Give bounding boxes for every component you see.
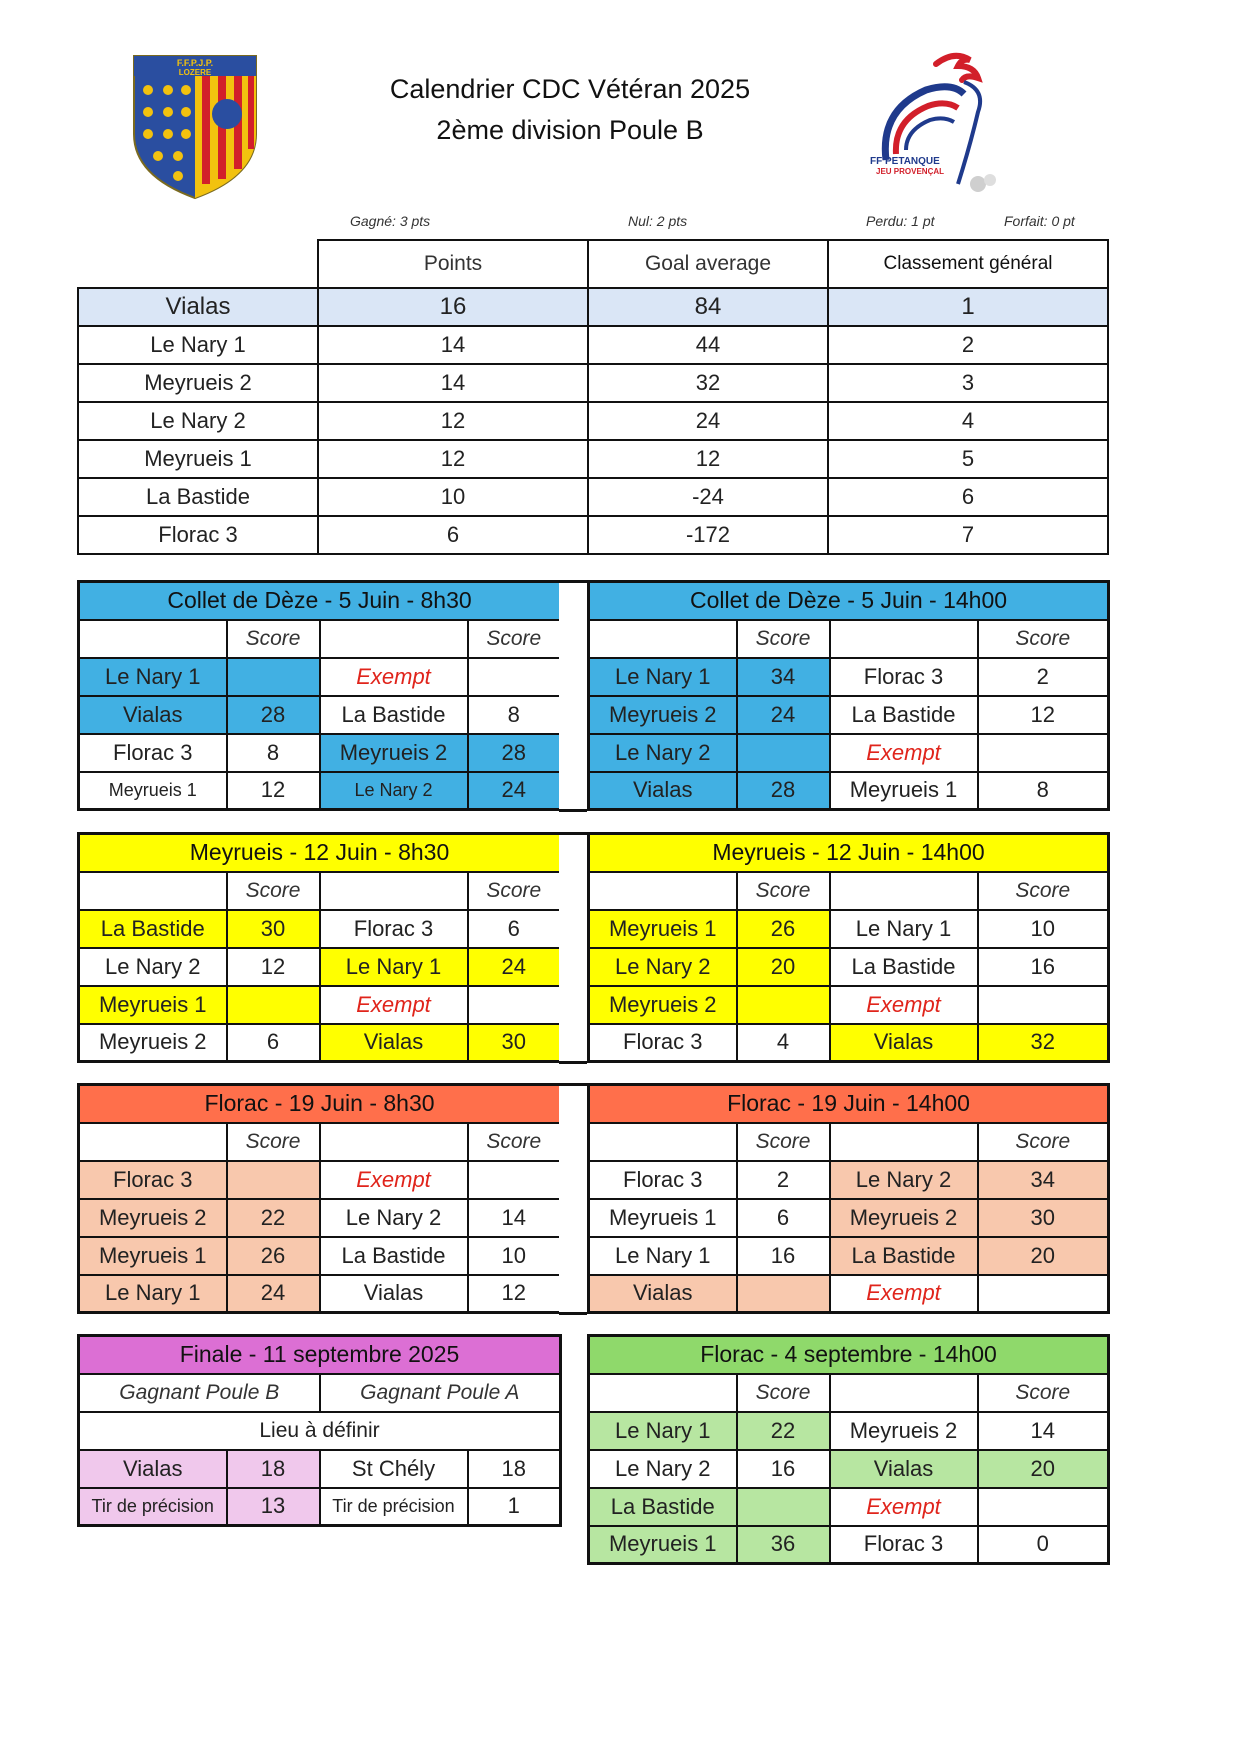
away-team: Vialas <box>320 1024 468 1062</box>
ranking-header: Classement général <box>828 240 1108 288</box>
final-tir-label-a: Tir de précision <box>320 1488 468 1526</box>
home-score <box>227 1161 320 1199</box>
away-team: La Bastide <box>830 948 978 986</box>
home-team: Vialas <box>79 696 227 734</box>
match-row <box>589 1526 1109 1564</box>
standings-points: 14 <box>318 364 588 402</box>
home-team: Le Nary 1 <box>589 658 737 696</box>
standings-goal-average: -172 <box>588 516 828 554</box>
away-team: Le Nary 2 <box>320 1199 468 1237</box>
match-row <box>589 658 1109 696</box>
away-score: 10 <box>978 910 1109 948</box>
home-score: 22 <box>737 1412 830 1450</box>
match-row <box>79 734 561 772</box>
round-title: Meyrueis - 12 Juin - 14h00 <box>589 834 1109 872</box>
exempt-label: Exempt <box>830 986 978 1024</box>
home-team: Florac 3 <box>79 1161 227 1199</box>
header-blank <box>79 620 227 658</box>
home-team: Meyrueis 2 <box>79 1199 227 1237</box>
header-blank <box>320 1123 468 1161</box>
final-team-b: Vialas <box>79 1450 227 1488</box>
standings-goal-average: 44 <box>588 326 828 364</box>
away-score <box>468 986 561 1024</box>
exempt-label: Exempt <box>830 1275 978 1313</box>
home-score <box>737 734 830 772</box>
standings-goal-average: 12 <box>588 440 828 478</box>
score-header: Score <box>227 872 320 910</box>
standings-points: 16 <box>318 288 588 326</box>
final-table <box>77 1334 562 1527</box>
score-header: Score <box>468 872 561 910</box>
away-score: 32 <box>978 1024 1109 1062</box>
round-title: Florac - 19 Juin - 14h00 <box>589 1085 1109 1123</box>
exempt-label: Exempt <box>320 1161 468 1199</box>
match-row <box>79 1161 561 1199</box>
away-score: 12 <box>978 696 1109 734</box>
home-team: Meyrueis 2 <box>79 1024 227 1062</box>
match-row <box>589 734 1109 772</box>
home-score: 36 <box>737 1526 830 1564</box>
header-blank <box>589 872 737 910</box>
standings-goal-average: 24 <box>588 402 828 440</box>
away-team: La Bastide <box>830 696 978 734</box>
table-gap <box>559 1083 587 1315</box>
home-score: 16 <box>737 1450 830 1488</box>
match-row <box>589 1161 1109 1199</box>
round-table-meyrueis-14h00 <box>587 832 1110 1063</box>
away-team: Florac 3 <box>320 910 468 948</box>
match-row <box>79 772 561 810</box>
home-team: Vialas <box>589 772 737 810</box>
svg-text:F.F.P.J.P.: F.F.P.J.P. <box>176 58 214 68</box>
match-row <box>589 1024 1109 1062</box>
final-tir-score-b: 13 <box>227 1488 320 1526</box>
match-row <box>79 1199 561 1237</box>
round-title: Collet de Dèze - 5 Juin - 14h00 <box>589 582 1109 620</box>
away-team: Meyrueis 2 <box>320 734 468 772</box>
home-score <box>737 986 830 1024</box>
standings-rank: 7 <box>828 516 1108 554</box>
standings-team: Florac 3 <box>78 516 318 554</box>
standings-goal-average: -24 <box>588 478 828 516</box>
exempt-label: Exempt <box>320 658 468 696</box>
round-title: Florac - 4 septembre - 14h00 <box>589 1336 1109 1374</box>
standings-row <box>78 478 1108 516</box>
standings-goal-average: 32 <box>588 364 828 402</box>
home-team: Le Nary 2 <box>589 734 737 772</box>
away-score <box>468 1161 561 1199</box>
score-header: Score <box>737 620 830 658</box>
header-blank <box>830 620 978 658</box>
legend-win: Gagné: 3 pts <box>350 213 431 229</box>
match-row <box>79 1275 561 1313</box>
away-score: 6 <box>468 910 561 948</box>
standings-row <box>78 402 1108 440</box>
header-blank <box>79 872 227 910</box>
away-team: Le Nary 2 <box>320 772 468 810</box>
home-team: Meyrueis 1 <box>589 910 737 948</box>
away-score: 24 <box>468 772 561 810</box>
round-title: Meyrueis - 12 Juin - 8h30 <box>79 834 561 872</box>
home-team: Le Nary 2 <box>589 948 737 986</box>
match-row <box>79 696 561 734</box>
exempt-label: Exempt <box>830 1488 978 1526</box>
home-score <box>737 1488 830 1526</box>
match-row <box>79 1237 561 1275</box>
away-score: 8 <box>468 696 561 734</box>
match-row <box>79 910 561 948</box>
standings-rank: 6 <box>828 478 1108 516</box>
match-row <box>589 1488 1109 1526</box>
header-blank <box>830 872 978 910</box>
round-title: Collet de Dèze - 5 Juin - 8h30 <box>79 582 561 620</box>
home-team: Meyrueis 2 <box>589 696 737 734</box>
away-score <box>468 658 561 696</box>
home-team: Meyrueis 1 <box>79 1237 227 1275</box>
standings-table <box>77 239 1109 555</box>
away-score: 20 <box>978 1237 1109 1275</box>
match-row <box>589 1199 1109 1237</box>
away-score: 28 <box>468 734 561 772</box>
away-score: 24 <box>468 948 561 986</box>
table-gap <box>559 832 587 1064</box>
goal-average-header: Goal average <box>588 240 828 288</box>
score-header: Score <box>978 620 1109 658</box>
match-row <box>589 910 1109 948</box>
away-team: La Bastide <box>830 1237 978 1275</box>
standings-row <box>78 440 1108 478</box>
final-score-a: 18 <box>468 1450 561 1488</box>
standings-row <box>78 288 1108 326</box>
standings-team: Meyrueis 2 <box>78 364 318 402</box>
standings-goal-average: 84 <box>588 288 828 326</box>
standings-team: La Bastide <box>78 478 318 516</box>
away-team: Vialas <box>320 1275 468 1313</box>
score-header: Score <box>468 1123 561 1161</box>
header-blank <box>830 1374 978 1412</box>
home-score: 4 <box>737 1024 830 1062</box>
home-team: Florac 3 <box>589 1024 737 1062</box>
svg-text:FF PETANQUE: FF PETANQUE <box>870 156 940 167</box>
standings-points: 10 <box>318 478 588 516</box>
standings-points: 12 <box>318 440 588 478</box>
away-team: Florac 3 <box>830 658 978 696</box>
standings-rank: 1 <box>828 288 1108 326</box>
legend-loss: Perdu: 1 pt <box>866 213 935 229</box>
home-team: Meyrueis 1 <box>79 986 227 1024</box>
home-score: 6 <box>227 1024 320 1062</box>
round-table-florac-septembre <box>587 1334 1110 1565</box>
score-header: Score <box>737 1123 830 1161</box>
header-blank <box>589 1123 737 1161</box>
standings-team: Vialas <box>78 288 318 326</box>
score-header: Score <box>227 620 320 658</box>
score-header: Score <box>227 1123 320 1161</box>
home-score: 6 <box>737 1199 830 1237</box>
home-score: 22 <box>227 1199 320 1237</box>
home-score <box>227 658 320 696</box>
away-team: Le Nary 1 <box>320 948 468 986</box>
standings-rank: 2 <box>828 326 1108 364</box>
final-score-b: 18 <box>227 1450 320 1488</box>
svg-text:JEU PROVENÇAL: JEU PROVENÇAL <box>876 167 945 176</box>
exempt-label: Exempt <box>830 734 978 772</box>
match-row <box>79 948 561 986</box>
header-blank <box>830 1123 978 1161</box>
standings-corner <box>78 240 318 288</box>
home-team: Le Nary 1 <box>79 1275 227 1313</box>
away-score <box>978 1275 1109 1313</box>
header-blank <box>589 620 737 658</box>
away-score: 30 <box>468 1024 561 1062</box>
home-score: 16 <box>737 1237 830 1275</box>
home-score: 26 <box>227 1237 320 1275</box>
home-team: Le Nary 1 <box>79 658 227 696</box>
table-gap <box>559 580 587 812</box>
home-score: 28 <box>737 772 830 810</box>
standings-rank: 3 <box>828 364 1108 402</box>
home-team: Florac 3 <box>79 734 227 772</box>
standings-team: Le Nary 1 <box>78 326 318 364</box>
away-team: Le Nary 1 <box>830 910 978 948</box>
home-team: La Bastide <box>79 910 227 948</box>
away-team: Meyrueis 2 <box>830 1412 978 1450</box>
home-score: 20 <box>737 948 830 986</box>
round-title: Florac - 19 Juin - 8h30 <box>79 1085 561 1123</box>
home-team: Le Nary 1 <box>589 1237 737 1275</box>
home-score: 8 <box>227 734 320 772</box>
header-blank <box>320 872 468 910</box>
page-subtitle: 2ème division Poule B <box>436 115 704 145</box>
standings-row <box>78 364 1108 402</box>
score-header: Score <box>737 872 830 910</box>
away-score: 34 <box>978 1161 1109 1199</box>
away-team: Vialas <box>830 1024 978 1062</box>
home-score <box>227 986 320 1024</box>
match-row <box>79 1024 561 1062</box>
match-row <box>589 1275 1109 1313</box>
final-title: Finale - 11 septembre 2025 <box>79 1336 561 1374</box>
away-team: Meyrueis 2 <box>830 1199 978 1237</box>
standings-points: 12 <box>318 402 588 440</box>
ff-petanque-rooster-logo <box>866 50 1016 196</box>
home-team: La Bastide <box>589 1488 737 1526</box>
standings-team: Le Nary 2 <box>78 402 318 440</box>
lozere-shield-logo <box>132 54 258 200</box>
home-score: 24 <box>737 696 830 734</box>
round-table-collet-14h00 <box>587 580 1110 811</box>
round-table-florac-8h30 <box>77 1083 562 1314</box>
standings-rank: 4 <box>828 402 1108 440</box>
away-team: La Bastide <box>320 696 468 734</box>
standings-points: 6 <box>318 516 588 554</box>
header-blank <box>79 1123 227 1161</box>
standings-rank: 5 <box>828 440 1108 478</box>
match-row <box>589 986 1109 1024</box>
standings-points: 14 <box>318 326 588 364</box>
final-team-a: St Chély <box>320 1450 468 1488</box>
away-team: Vialas <box>830 1450 978 1488</box>
round-table-florac-14h00 <box>587 1083 1110 1314</box>
away-score <box>978 1488 1109 1526</box>
standings-header-row <box>78 240 1108 288</box>
home-score: 30 <box>227 910 320 948</box>
home-score: 2 <box>737 1161 830 1199</box>
final-tir-label-b: Tir de précision <box>79 1488 227 1526</box>
away-team: La Bastide <box>320 1237 468 1275</box>
away-score: 16 <box>978 948 1109 986</box>
away-score: 14 <box>978 1412 1109 1450</box>
away-score: 8 <box>978 772 1109 810</box>
score-header: Score <box>737 1374 830 1412</box>
standings-team: Meyrueis 1 <box>78 440 318 478</box>
svg-text:LOZERE: LOZERE <box>178 68 212 77</box>
score-header: Score <box>978 1374 1109 1412</box>
match-row <box>589 696 1109 734</box>
points-header: Points <box>318 240 588 288</box>
away-score: 2 <box>978 658 1109 696</box>
home-team: Meyrueis 2 <box>589 986 737 1024</box>
away-team: Le Nary 2 <box>830 1161 978 1199</box>
final-winner-b-label: Gagnant Poule B <box>79 1374 320 1412</box>
match-row <box>589 1450 1109 1488</box>
standings-row <box>78 516 1108 554</box>
away-score: 20 <box>978 1450 1109 1488</box>
home-score: 28 <box>227 696 320 734</box>
score-header: Score <box>978 872 1109 910</box>
home-score <box>737 1275 830 1313</box>
legend-draw: Nul: 2 pts <box>628 213 688 229</box>
away-score: 14 <box>468 1199 561 1237</box>
away-team: Florac 3 <box>830 1526 978 1564</box>
score-header: Score <box>978 1123 1109 1161</box>
page-title: Calendrier CDC Vétéran 2025 <box>389 74 751 104</box>
home-team: Meyrueis 1 <box>589 1526 737 1564</box>
home-team: Meyrueis 1 <box>79 772 227 810</box>
home-team: Le Nary 1 <box>589 1412 737 1450</box>
home-score: 12 <box>227 948 320 986</box>
round-table-meyrueis-8h30 <box>77 832 562 1063</box>
home-team: Le Nary 2 <box>589 1450 737 1488</box>
exempt-label: Exempt <box>320 986 468 1024</box>
home-team: Vialas <box>589 1275 737 1313</box>
final-venue: Lieu à définir <box>79 1412 561 1450</box>
home-score: 12 <box>227 772 320 810</box>
match-row <box>589 1412 1109 1450</box>
away-score: 10 <box>468 1237 561 1275</box>
round-table-collet-8h30 <box>77 580 562 811</box>
match-row <box>79 658 561 696</box>
match-row <box>79 986 561 1024</box>
match-row <box>589 948 1109 986</box>
match-row <box>589 772 1109 810</box>
away-score <box>978 734 1109 772</box>
away-score: 12 <box>468 1275 561 1313</box>
match-row <box>589 1237 1109 1275</box>
home-team: Meyrueis 1 <box>589 1199 737 1237</box>
home-score: 24 <box>227 1275 320 1313</box>
away-score: 0 <box>978 1526 1109 1564</box>
standings-row <box>78 326 1108 364</box>
final-winner-a-label: Gagnant Poule A <box>320 1374 561 1412</box>
home-score: 26 <box>737 910 830 948</box>
final-tir-score-a: 1 <box>468 1488 561 1526</box>
legend-forfeit: Forfait: 0 pt <box>1004 213 1075 229</box>
away-score <box>978 986 1109 1024</box>
home-score: 34 <box>737 658 830 696</box>
score-header: Score <box>468 620 561 658</box>
home-team: Le Nary 2 <box>79 948 227 986</box>
away-score: 30 <box>978 1199 1109 1237</box>
away-team: Meyrueis 1 <box>830 772 978 810</box>
header-blank <box>589 1374 737 1412</box>
header-blank <box>320 620 468 658</box>
home-team: Florac 3 <box>589 1161 737 1199</box>
